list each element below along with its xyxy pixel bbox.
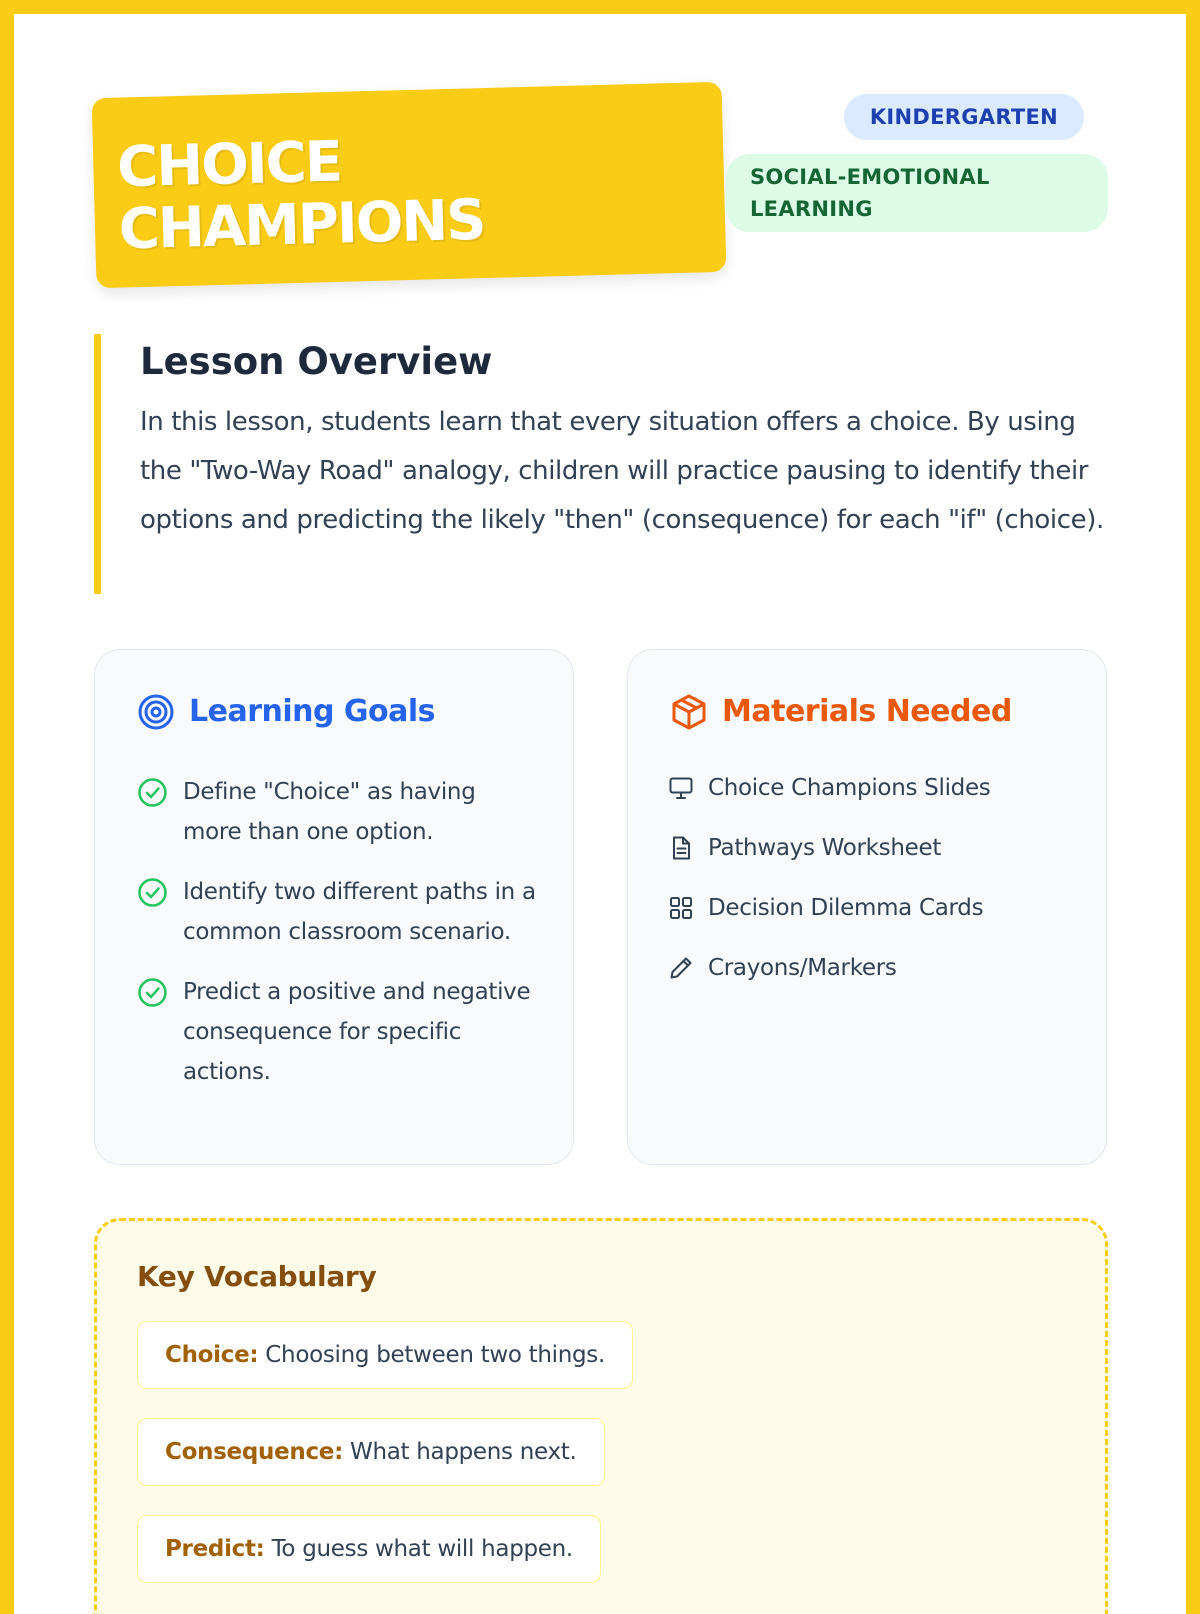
grid-icon xyxy=(668,895,694,921)
material-label: Decision Dilemma Cards xyxy=(708,895,984,921)
monitor-icon xyxy=(668,775,694,801)
materials-header xyxy=(670,692,1012,732)
vocab-item-predict xyxy=(137,1515,601,1583)
overview-body: In this lesson, students learn that every situation offers a choice. By using the "Two-Way Road" analogy, children will practice pausing to identify their options and predicting the likely "then" (consequence) for each "if" (choice). xyxy=(140,407,1104,535)
subject-badge: SOCIAL-EMOTIONAL LEARNING xyxy=(726,154,1108,232)
goal-text: Predict a positive and negative consequence for specific actions. xyxy=(183,979,531,1085)
vocab-term: Predict: xyxy=(165,1536,265,1562)
list-item xyxy=(668,768,991,808)
lesson-plan-page xyxy=(14,14,1186,1614)
list-item xyxy=(668,948,991,988)
vocab-term: Consequence: xyxy=(165,1439,343,1465)
learning-goals-heading: Learning Goals xyxy=(189,694,436,729)
goal-text: Identify two different paths in a common classroom scenario. xyxy=(183,879,536,945)
vocab-item-consequence xyxy=(137,1418,605,1486)
check-circle-icon xyxy=(137,977,168,1008)
target-icon xyxy=(137,693,175,731)
vocab-item-choice xyxy=(137,1321,633,1389)
key-vocabulary xyxy=(94,1218,1108,1614)
vocab-definition: To guess what will happen. xyxy=(271,1536,573,1562)
materials-heading: Materials Needed xyxy=(722,694,1012,729)
vocab-definition: Choosing between two things. xyxy=(265,1342,605,1368)
list-item xyxy=(668,828,991,868)
pencil-icon xyxy=(668,955,694,981)
list-item xyxy=(668,888,991,928)
goal-text: Define "Choice" as having more than one option. xyxy=(183,779,476,845)
vocab-definition: What happens next. xyxy=(350,1439,577,1465)
materials-card xyxy=(627,649,1107,1165)
learning-goals-header xyxy=(137,692,435,732)
learning-goals-card xyxy=(94,649,574,1165)
vocabulary-heading: Key Vocabulary xyxy=(137,1260,377,1293)
learning-goals-list xyxy=(137,772,537,1112)
document-icon xyxy=(668,835,694,861)
list-item xyxy=(137,872,537,952)
grade-badge: KINDERGARTEN xyxy=(844,94,1084,140)
box-icon xyxy=(670,693,708,731)
vocabulary-list xyxy=(137,1321,633,1612)
vocab-term: Choice: xyxy=(165,1342,259,1368)
material-label: Choice Champions Slides xyxy=(708,775,991,801)
list-item xyxy=(137,772,537,852)
overview-heading: Lesson Overview xyxy=(140,340,493,383)
check-circle-icon xyxy=(137,877,168,908)
material-label: Pathways Worksheet xyxy=(708,835,942,861)
materials-list xyxy=(668,768,991,1008)
list-item xyxy=(137,972,537,1092)
material-label: Crayons/Markers xyxy=(708,955,897,981)
lesson-title: CHOICE CHAMPIONS xyxy=(116,129,486,263)
lesson-overview xyxy=(94,334,1108,594)
check-circle-icon xyxy=(137,777,168,808)
